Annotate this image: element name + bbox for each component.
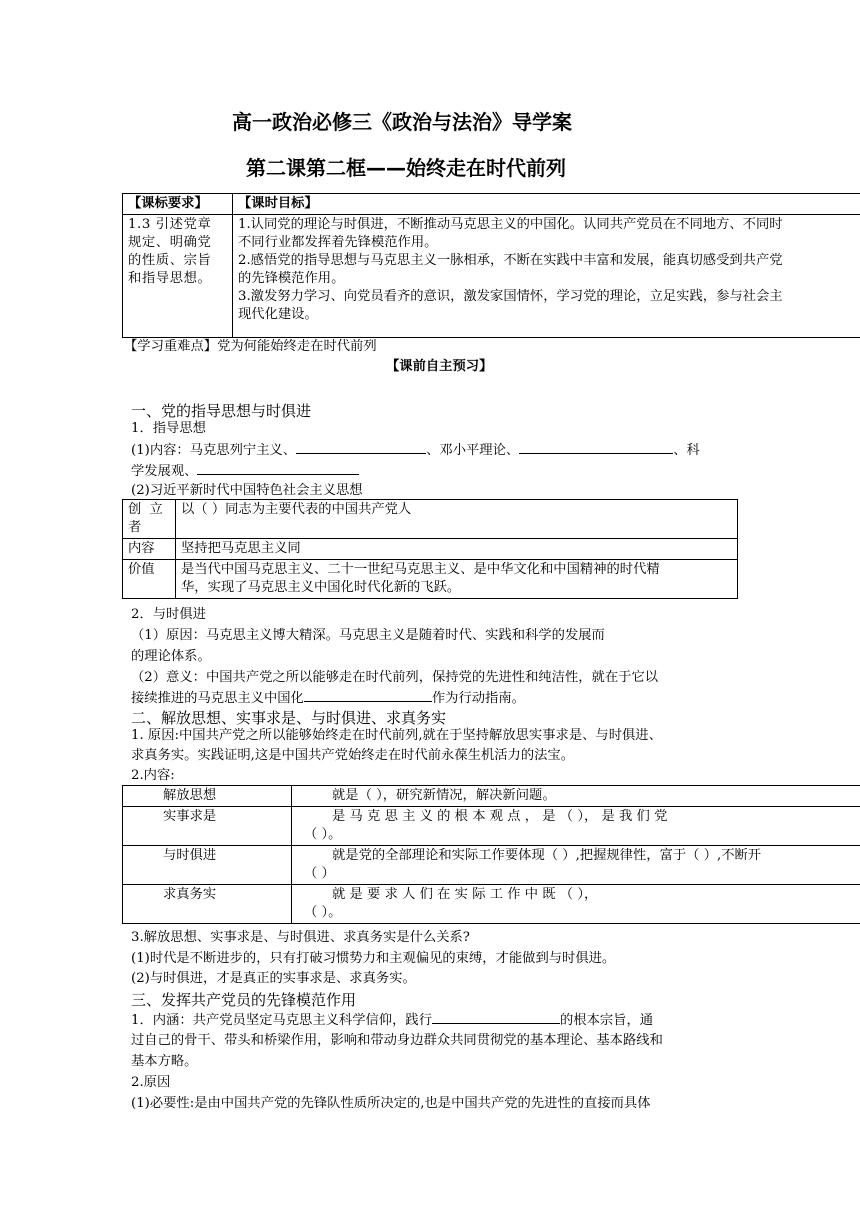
s2-line: (2)与时俱进，才是真正的实事求是、求真务实。 [131,971,416,986]
standard-header [123,194,233,215]
s1-text: 、科 [673,443,700,458]
s1-line: （1）原因：马克思主义博大精深。马克思主义是随着时代、实践和科学的发展而 [131,628,605,643]
standard-line: 和指导思想。 [128,271,212,286]
standard-line: 的性质、宗旨 [128,253,212,268]
value-line: 就是党的全部理论和实际工作要体现（ ）,把握规律性，富于（ ）,不断开 [332,848,762,863]
table-key [123,500,176,539]
value-line: （ ） [304,866,335,881]
s1-text: (1)内容：马克思列宁主义、 [131,443,297,458]
page-subtitle: 第二课第二框——始终走在时代前列 [246,156,566,180]
goals-header [233,194,860,215]
section-2-heading: 二、解放思想、实事求是、与时俱进、求真务实 [131,709,447,727]
table-key: 价值 [123,560,176,599]
fill-blank[interactable] [304,689,432,702]
s1-line: 2．与时俱进 [131,607,206,622]
fill-blank[interactable] [432,1011,560,1024]
s3-line: (1)必要性:是由中国共产党的先锋队性质所决定的,也是中国共产党的先进性的直接而具体 [131,1096,651,1111]
section-3-heading: 三、发挥共产党员的先锋模范作用 [131,991,357,1009]
goal-line: 2.感悟党的指导思想与马克思主义一脉相承，不断在实践中丰富和发展，能真切感受到共产党 [238,253,783,268]
goal-line: 不同行业都发挥着先锋模范作用。 [238,235,438,250]
table-key: 与时俱进 [123,846,292,885]
table-key: 解放思想 [123,786,292,807]
s2-line: (1)时代是不断进步的，只有打破习惯势力和主观偏见的束缚，才能做到与时俱进。 [131,951,616,966]
standard-header-text: 【课标要求】 [128,196,208,211]
s1-text: 接续推进的马克思主义中国化 [131,691,304,706]
goal-line: 的先锋模范作用。 [238,271,345,286]
value-line: 就是（ ），研究新情况，解决新问题。 [332,788,556,803]
table-value [292,786,860,807]
table-value: 以（ ）同志为主要代表的中国共产党人 [176,500,738,539]
table-key: 求真务实 [123,885,292,924]
table-value [292,846,860,885]
content-table [122,785,860,924]
value-line: （ ）。 [304,905,342,920]
s1-text: 学发展观、 [131,464,198,479]
key-points: 【学习重难点】党为何能始终走在时代前列 [124,339,377,354]
value-line: 是当代中国马克思主义、二十一世纪马克思主义、是中华文化和中国精神的时代精 [181,562,660,577]
xi-thought-table [122,499,738,599]
s1-text: 、邓小平理论、 [426,443,520,458]
fill-blank[interactable] [197,462,359,475]
goal-line: 现代化建设。 [238,307,318,322]
goals-cell [233,215,860,338]
page-title: 高一政治必修三《政治与法治》导学案 [232,110,572,134]
value-line: 华，实现了马克思主义中国化时代化新的飞跃。 [181,580,461,595]
standard-cell [123,215,233,338]
s1-line: 的理论体系。 [131,649,211,664]
s1-line: （2）意义：中国共产党之所以能够走在时代前列，保持党的先进性和纯洁性，就在于它以 [131,670,659,685]
s3-line: 过自己的骨干、带头和桥梁作用，影响和带动身边群众共同贯彻党的基本理论、基本路线和 [131,1033,663,1048]
table-key: 实事求是 [123,807,292,846]
table-value: 坚持把马克思主义同 [176,539,738,560]
fill-blank[interactable] [519,441,673,454]
value-line: （ ）。 [304,827,342,842]
standard-line: 1.3 引述党章 [128,217,212,232]
goal-line: 3.激发努力学习、向党员看齐的意识，激发家国情怀，学习党的理论，立足实践，参与社会主 [238,289,783,304]
s1-content-line [131,441,700,460]
section-1-heading: 一、党的指导思想与时俱进 [131,402,312,420]
preview-header: 【课前自主预习】 [386,359,493,374]
table-key: 内容 [123,539,176,560]
standard-line: 规定、明确党 [128,235,212,250]
key-line: 者 [128,520,144,535]
s1-content-line [131,689,525,708]
s1-line: 1．指导思想 [131,421,206,436]
s1-line: (2)习近平新时代中国特色社会主义思想 [131,483,363,498]
s2-line: 1. 原因:中国共产党之所以能够始终走在时代前列,就在于坚持解放思实事求是、与时俱进、 [131,728,662,743]
s2-line: 3.解放思想、实事求是、与时俱进、求真务实是什么关系? [131,930,470,945]
s3-text: 的根本宗旨，通 [560,1013,654,1028]
s2-line: 2.内容: [131,768,175,783]
goals-header-text: 【课时目标】 [238,196,318,211]
s1-text: 作为行动指南。 [431,691,525,706]
s3-line: 基本方略。 [131,1054,198,1069]
table-value [292,885,860,924]
goals-table [122,193,860,338]
table-value [176,560,738,599]
s3-content-line [131,1011,653,1030]
goal-line: 1.认同党的理论与时俱进，不断推动马克思主义的中国化。认同共产党员在不同地方、不同时 [238,217,783,232]
key-line: 创 立 [128,502,165,517]
value-line: 就 是 要 求 人 们 在 实 际 工 作 中 既 （ ）， [332,887,598,902]
table-value [292,807,860,846]
s3-line: 2.原因 [131,1075,171,1090]
s1-content-line [131,462,359,481]
fill-blank[interactable] [296,441,426,454]
s3-text: 1．内涵：共产党员坚定马克思主义科学信仰，践行 [131,1013,432,1028]
value-line: 是 马 克 思 主 义 的 根 本 观 点 ， 是 （ ）， 是 我 们 党 [332,809,668,824]
s2-line: 求真务实。实践证明,这是中国共产党始终走在时代前永葆生机活力的法宝。 [131,748,575,763]
